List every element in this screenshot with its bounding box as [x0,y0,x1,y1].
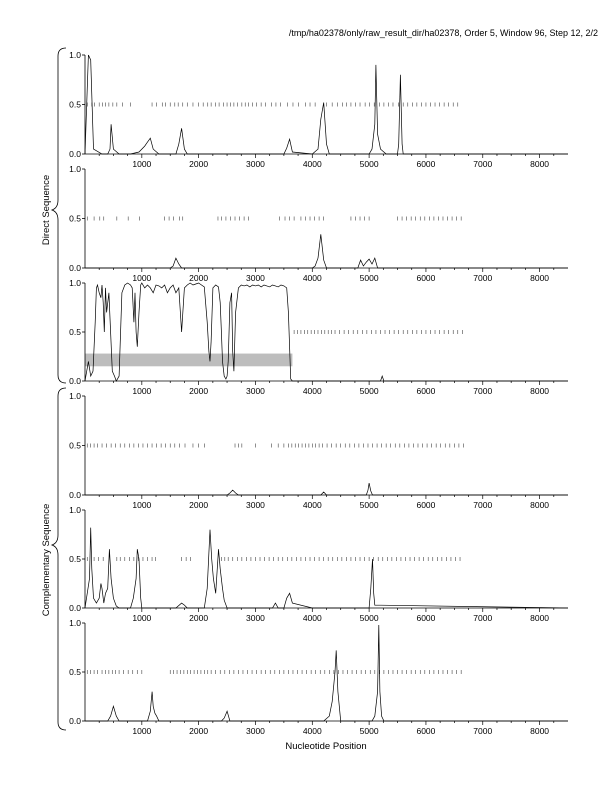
y-tick-label: 0.5 [69,213,81,224]
x-tick-label: 1000 [132,500,152,510]
x-tick-label: 6000 [416,273,436,283]
x-tick-label: 3000 [246,613,265,623]
direct-group-label: Direct Sequence [41,174,52,246]
x-tick-label: 8000 [530,386,550,396]
x-tick-label: 2000 [189,726,209,736]
y-tick-label: 0.5 [69,99,81,110]
y-tick-label: 0.0 [69,490,81,500]
y-tick-label: 0.5 [69,327,81,337]
y-tick-label: 0.5 [69,554,81,564]
x-tick-label: 7000 [473,386,493,396]
y-tick-label: 0.0 [69,603,81,613]
panel-5-series-line [85,528,568,608]
panel-3 [69,278,568,396]
x-tick-label: 3000 [246,273,265,283]
y-tick-label: 1.0 [69,278,81,288]
y-tick-label: 0.5 [69,667,81,677]
panel-3-highlight-band [85,354,292,367]
y-tick-label: 1.0 [69,618,81,628]
x-tick-label: 8000 [530,273,550,283]
panel-5 [69,505,568,623]
x-tick-label: 2000 [189,386,209,396]
x-tick-label: 2000 [189,159,209,169]
x-tick-label: 2000 [189,500,209,510]
x-tick-label: 6000 [416,726,436,736]
panel-2 [69,164,568,283]
direct-group-brace [52,48,66,383]
x-tick-label: 3000 [246,386,265,396]
complementary-group-label: Complementary Sequence [41,503,52,617]
x-tick-label: 4000 [302,273,322,283]
y-tick-label: 1.0 [69,50,81,60]
x-tick-label: 1000 [132,159,152,169]
y-tick-label: 0.0 [69,716,81,726]
panel-2-series-line [85,234,568,268]
panel-4 [69,391,568,510]
x-tick-label: 7000 [473,159,493,169]
x-tick-label: 3000 [246,159,265,169]
x-tick-label: 7000 [473,273,493,283]
x-tick-label: 3000 [246,500,265,510]
panel-6-series-line [85,625,568,721]
y-tick-label: 0.0 [69,376,81,386]
x-tick-label: 6000 [416,613,436,623]
x-tick-label: 1000 [132,386,152,396]
x-tick-label: 8000 [530,500,550,510]
x-tick-label: 5000 [359,500,379,510]
x-tick-label: 1000 [132,613,152,623]
x-tick-label: 7000 [473,500,493,510]
x-tick-label: 8000 [530,726,550,736]
panel-4-series-line [85,483,568,495]
x-tick-label: 6000 [416,386,436,396]
figure-title: /tmp/ha02378/only/raw_result_dir/ha02378, Order 5, Window 96, Step 12, 2/2 [288,28,598,38]
x-tick-label: 6000 [416,159,436,169]
panel-6 [69,618,568,736]
x-tick-label: 5000 [359,726,379,736]
x-tick-label: 5000 [359,613,379,623]
y-tick-label: 0.0 [69,263,81,273]
x-tick-label: 4000 [302,159,322,169]
y-tick-label: 1.0 [69,505,81,515]
y-tick-label: 1.0 [69,391,81,401]
x-tick-label: 8000 [530,613,550,623]
panel-1 [69,50,568,169]
x-tick-label: 7000 [473,613,493,623]
x-tick-label: 5000 [359,273,379,283]
x-tick-label: 3000 [246,726,265,736]
x-tick-label: 4000 [302,613,322,623]
complementary-group-brace [52,388,66,730]
x-tick-label: 8000 [530,159,550,169]
y-tick-label: 0.0 [69,149,81,159]
x-tick-label: 2000 [189,613,209,623]
panels [69,50,568,736]
y-tick-label: 1.0 [69,164,81,174]
x-tick-label: 4000 [302,500,322,510]
x-axis-title: Nucleotide Position [285,741,367,752]
x-tick-label: 2000 [189,273,209,283]
y-tick-label: 0.5 [69,440,81,451]
x-tick-label: 7000 [473,726,493,736]
x-tick-label: 4000 [302,386,322,396]
x-tick-label: 5000 [359,386,379,396]
x-tick-label: 6000 [416,500,436,510]
x-tick-label: 1000 [132,273,152,283]
x-tick-label: 4000 [302,726,322,736]
x-tick-label: 1000 [132,726,152,736]
x-tick-label: 5000 [359,159,379,169]
